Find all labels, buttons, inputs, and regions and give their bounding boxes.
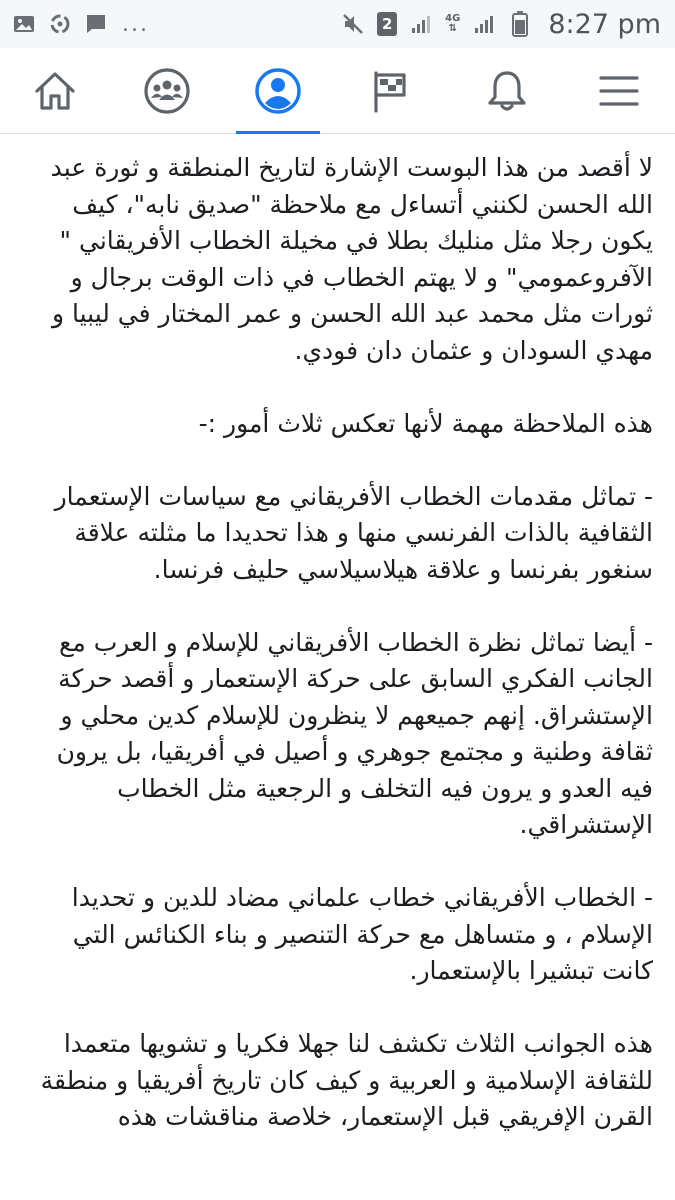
nav-home[interactable] (10, 48, 100, 134)
sim-icon: 2 (377, 12, 397, 36)
post-paragraph-6: هذه الجوانب الثلاث تكشف لنا جهلا فكريا و تشويها متعمدا للثقافة الإسلامية و العربية و كيف كان تاريخ أفريقيا و منطقة القرن الإفريقي قبل الإستعمار، خلاصة مناقشات هذه (40, 1029, 653, 1131)
bell-icon (483, 67, 531, 115)
network-type-label: 4G (445, 13, 461, 24)
menu-icon (595, 67, 643, 115)
image-icon (12, 12, 36, 36)
groups-icon (143, 67, 191, 115)
post-paragraph-4: - أيضا تماثل نظرة الخطاب الأفريقاني للإسلام و العرب مع الجانب الفكري السابق على حركة الإستعمار و أقصد حركة الإستشراق. إنهم جميعهم لا ينظرون للإسلام كدين محلي و ثقافة وطنية و مجتمع جوهري و أصيل في أفريقيا، بل يرون فيه العدو و يرون فيه التخلف و الرجعية مثل الخطاب الإستشراقي. (56, 627, 653, 839)
home-icon (31, 67, 79, 115)
clock: 8:27 pm (548, 8, 661, 40)
post-paragraph-5: - الخطاب الأفريقاني خطاب علماني مضاد للدين و تحديدا الإسلام ، و متساهل مع حركة التنصير و بناء الكنائس التي كانت تبشيرا بالإستعمار. (71, 883, 653, 985)
nav-profile[interactable] (233, 48, 323, 134)
profile-icon (254, 67, 302, 115)
battery-icon (508, 12, 532, 36)
post-text (0, 134, 675, 1136)
nav-pages[interactable] (345, 48, 435, 134)
status-bar (0, 0, 675, 48)
mute-icon (341, 12, 365, 36)
nav-menu[interactable] (574, 48, 664, 134)
top-nav-bar (0, 48, 675, 134)
nav-notifications[interactable] (462, 48, 552, 134)
post-paragraph-2: هذه الملاحظة مهمة لأنها تعكس ثلاث أمور :- (198, 408, 653, 438)
status-bar-right (341, 9, 661, 40)
post-paragraph-1: لا أقصد من هذا البوست الإشارة لتاريخ المنطقة و ثورة عبد الله الحسن لكنني أتساءل مع ملاحظة "صديق نابه"، كيف يكون رجلا مثل منليك بطلا في مخيلة الخطاب الأفريقاني " الآفروعمومي" و لا يهتم الخطاب في ذات الوقت برجال و ثورات مثل محمد عبد الله الحسن و عمر المختار في ليبيا و مهدي السودان و عثمان دان فودي. (50, 153, 653, 365)
sync-icon (48, 12, 72, 36)
network-icon (445, 14, 460, 34)
data-arrows: ⇅ (448, 23, 457, 34)
post-content (0, 134, 675, 1200)
status-bar-left (12, 12, 149, 37)
message-icon (84, 12, 108, 36)
wifi-icon (472, 12, 496, 36)
nav-groups[interactable] (122, 48, 212, 134)
more-notifications-dots: ... (122, 11, 149, 37)
post-paragraph-3: - تماثل مقدمات الخطاب الأفريقاني مع سياسات الإستعمار الثقافية بالذات الفرنسي منها و هذا تحديدا ما مثلته علاقة سنغور بفرنسا و علاقة هيلاسيلاسي حليف فرنسا. (54, 481, 653, 584)
flag-icon (366, 67, 414, 115)
signal-icon (409, 12, 433, 36)
